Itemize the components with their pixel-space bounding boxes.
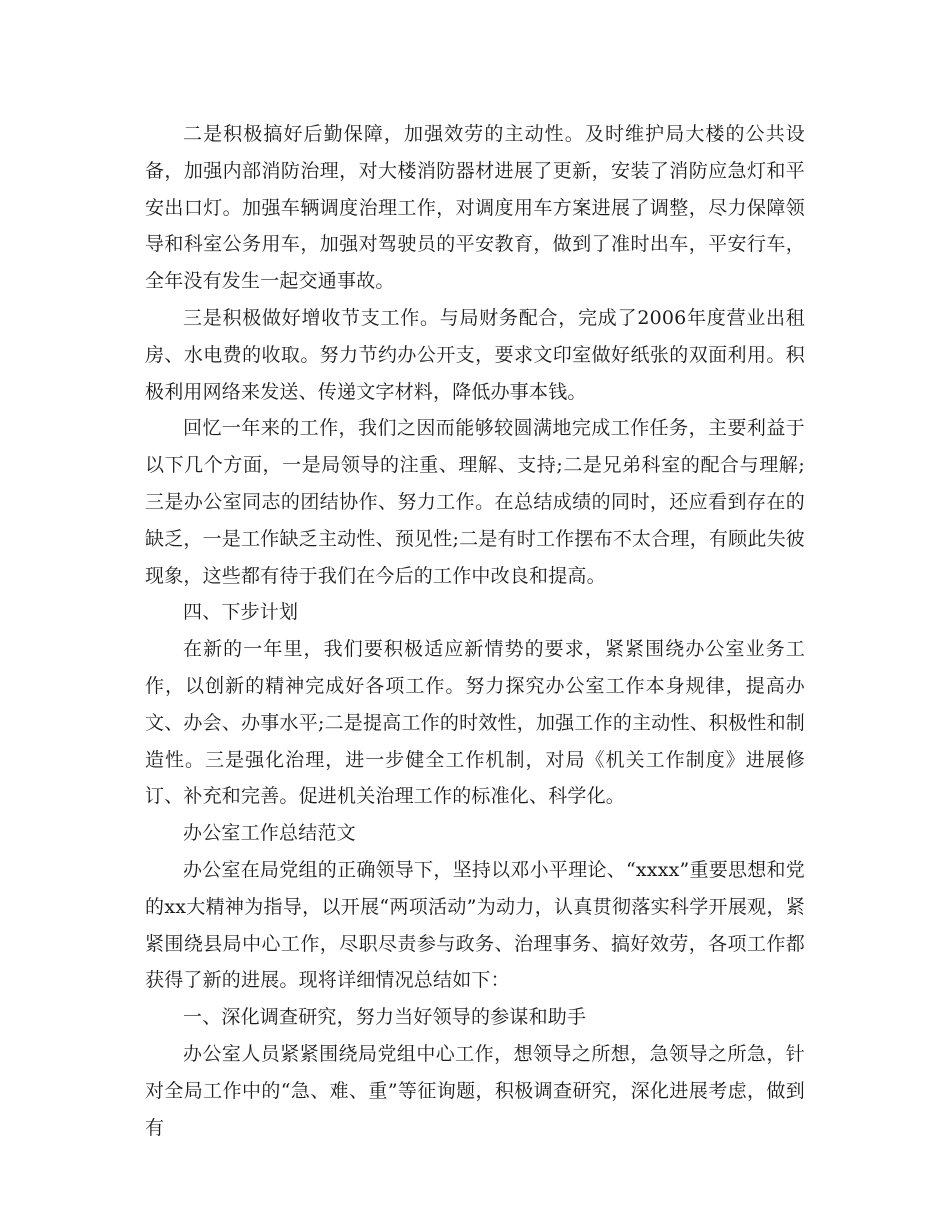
heading-research: 一、深化调查研究，努力当好领导的参谋和助手 [183, 1006, 587, 1029]
document-body [145, 116, 805, 1146]
paragraph-research: 办公室人员紧紧围绕局党组中心工作，想领导之所想，急领导之所急，针对全局工作中的“急、难、重”等征询题，积极调查研究，深化进展考虑，做到有 [145, 1042, 805, 1139]
paragraph-cost-saving: 三是积极做好增收节支工作。与局财务配合，完成了2006年度营业出租房、水电费的收取。努力节约办公开支，要求文印室做好纸张的双面利用。积极利用网络来发送、传递文字材料，降低办事本钱。 [145, 306, 805, 403]
paragraph-new-year: 在新的一年里，我们要积极适应新情势的要求，紧紧围绕办公室业务工作，以创新的精神完成好各项工作。努力探究办公室工作本身规律，提高办文、办会、办事水平;二是提高工作的时效性，加强工作的主动性、积极性和制造性。三是强化治理，进一步健全工作机制，对局《机关工作制度》进展修订、补充和完善。促进机关治理工作的标准化、科学化。 [145, 638, 805, 808]
paragraph-review: 回忆一年来的工作，我们之因而能够较圆满地完成工作任务，主要利益于以下几个方面，一是局领导的注重、理解、支持;二是兄弟科室的配合与理解;三是办公室同志的团结协作、努力工作。在总结成绩的同时，还应看到存在的缺乏，一是工作缺乏主动性、预见性;二是有时工作摆布不太合理，有顾此失彼现象，这些都有待于我们在今后的工作中改良和提高。 [145, 417, 805, 587]
paragraph-intro: 办公室在局党组的正确领导下，坚持以邓小平理论、“xxxx”重要思想和党的xx大精神为指导，以开展“两项活动”为动力，认真贯彻落实科学开展观，紧紧围绕县局中心工作，尽职尽责参与政务、治理事务、搞好效劳，各项工作都获得了新的进展。现将详细情况总结如下： [145, 858, 805, 992]
paragraph-logistics: 二是积极搞好后勤保障，加强效劳的主动性。及时维护局大楼的公共设备，加强内部消防治理，对大楼消防器材进展了更新，安装了消防应急灯和平安出口灯。加强车辆调度治理工作，对调度用车方案进展了调整，尽力保障领导和科室公务用车，加强对驾驶员的平安教育，做到了准时出车，平安行车，全年没有发生一起交通事故。 [145, 123, 805, 293]
heading-sample-title: 办公室工作总结范文 [183, 822, 356, 845]
heading-next-plan: 四、下步计划 [183, 601, 299, 624]
